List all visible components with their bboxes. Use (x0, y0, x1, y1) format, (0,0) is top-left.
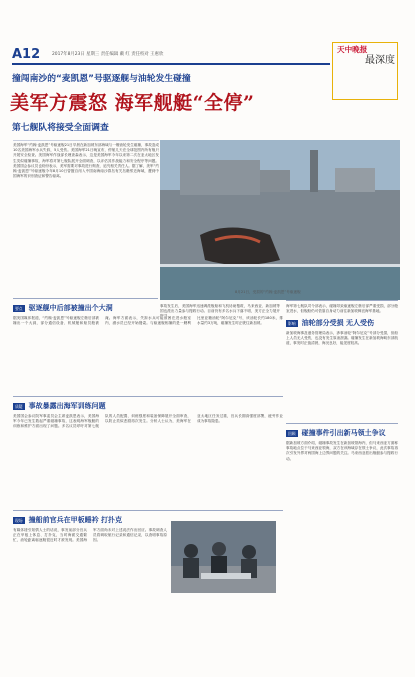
section-4-body: 新加坡海事及港务管理局表示，涉事油轮“阿尔尼克”号部分受损，但船上人员无人受伤，也没有发生原油泄漏。碰撞发生在新加坡海峡东部航道，事发时正值清晨，海况良好，能见度较高。 (286, 331, 398, 346)
divider (13, 510, 283, 511)
section-name: 最深度 (365, 55, 395, 66)
section-tag: 回顾 (288, 430, 296, 436)
lead-paragraph: 美国海军“约翰·麦凯恩”号驱逐舰21日早晨在新加坡东部海域与一艘油轮发生碰撞，事故造成10名美国海军水兵失踪，5人受伤。美国海军21日晚宣布，停航几天在全球范围内所有舰只开展安全检查。美国海军作战部长理查森表示，这是美国海军今年以来第二次在亚太地区发生类似碰撞事故，海军将对第七舰队展开全面调查，以评估其作战能力和安全程序等问题。美国国会参议员也纷纷表示，美军需要对事故进行彻查，追究相关责任人。据了解，美军“约翰·麦凯恩”号驱逐舰今年8月10日曾擅自闯入中国南海南沙群岛有关岛礁邻近海域，遭到中国海军的识别查证和警告驱离。 (13, 140, 159, 304)
section-1-header (13, 303, 113, 313)
photo-caption: 8月21日，受损的“约翰·麦凯恩”号驱逐舰 (235, 290, 301, 294)
section-2-body: 美国国会参议院军事委员会主席麦凯恩表示，美国海军今年已发生数起严重碰撞事故，这表明海军舰艇的训练和维护方面出现了问题。多名议员呼吁对第七舰队的人员配置、训练强度和装备保障展开全面审查，以防止类似悲剧再次发生。分析人士认为，美海军在亚太地区任务过重，官兵长期高强度部署，疲劳作业成为事故隐患。 (13, 414, 283, 429)
section-5-body: 据新加坡方面介绍，碰撞事故发生在新加坡领海内，但马来西亚方面称事故地点位于马来西亚领海，双方在该海域存在领土争议，此次事故再次引发外界对两国海上边界问题的关注。马来西亚派出舰艇参与搜救行动。 (286, 441, 398, 461)
section-2-header (13, 401, 106, 411)
section-title: 驱逐舰中后部被撞出个大洞 (28, 304, 113, 312)
section-3-body-cont (171, 596, 279, 666)
page-meta: 2017年8月23日 星期三 责任编辑 戴 红 责任校对 王惠欣 (52, 52, 164, 57)
kicker: 撞闯南沙的“麦凯恩”号驱逐舰与油轮发生碰撞 (12, 74, 191, 84)
crew-image (171, 521, 276, 593)
section-4-header (286, 318, 374, 328)
divider (13, 396, 283, 397)
section-5-header (286, 428, 386, 438)
newspaper-logo: 天中晚报 (337, 45, 368, 54)
col2-top-text: 事故发生后，美国海军迅速调派舰船和飞机协助搜救，马来西亚、新加坡等国也派出力量参与搜救行动。目前仍有多名水兵下落不明，美方正全力展开 (160, 304, 280, 314)
damaged-ship-image (160, 140, 400, 300)
page-number: A12 (12, 47, 41, 62)
header-rule (12, 63, 330, 65)
section-tag: 影响 (288, 320, 296, 326)
headline: 美军方震怒 海军舰艇“全停” (10, 92, 255, 114)
divider (286, 423, 398, 424)
section-tag: 要点 (15, 305, 23, 311)
col3-top-text: 海军第七舰队司令部表示，碰撞导致驱逐舰左舷后部严重受损，部分舱室进水，但舰船仍可依靠自身动力前往新加坡樟宜海军基地。 (286, 304, 398, 314)
section-title: 事故暴露出海军训练问题 (28, 402, 106, 410)
section-title: 碰撞事件引出新马领土争议 (301, 429, 386, 437)
divider (13, 298, 158, 299)
crew-photo (171, 521, 276, 593)
section-title: 撞船前官兵在甲板睡衿 打扑克 (28, 516, 123, 524)
subheadline: 第七舰队将接受全面调查 (12, 123, 109, 133)
divider (286, 300, 398, 301)
section-title: 油轮部分受损 无人受伤 (301, 319, 375, 327)
section-tag: 质疑 (15, 403, 23, 409)
section-1-body: 据美国媒体报道，“约翰·麦凯恩”号驱逐舰左舷后部被撞出一个大洞，部分通信设备、机械舱和船员舱被淹。海军方面表示，失踪水兵可能被困在进水舱室内，潜水员已经开始搜索。与驱逐舰相撞的是一艘利比里亚籍油轮“阿尔尼克”号，该油轮长约180米，排水量约3万吨，碰撞发生时正驶往新加坡。 (13, 316, 283, 326)
destroyer-photo (160, 140, 400, 300)
section-3-body: 有媒体援引知情人士的话说，事发前部分官兵正在甲板上休息、打扑克，当时海面交通繁忙，油轮距离驱逐舰很近时才被发现。美国海军方面尚未对上述说法作出回应。事故调查人员将调取航行记录和通信记录，以查明事故原因。 (13, 528, 167, 543)
section-tag: 现场 (15, 517, 23, 523)
section-3-header (13, 515, 122, 525)
